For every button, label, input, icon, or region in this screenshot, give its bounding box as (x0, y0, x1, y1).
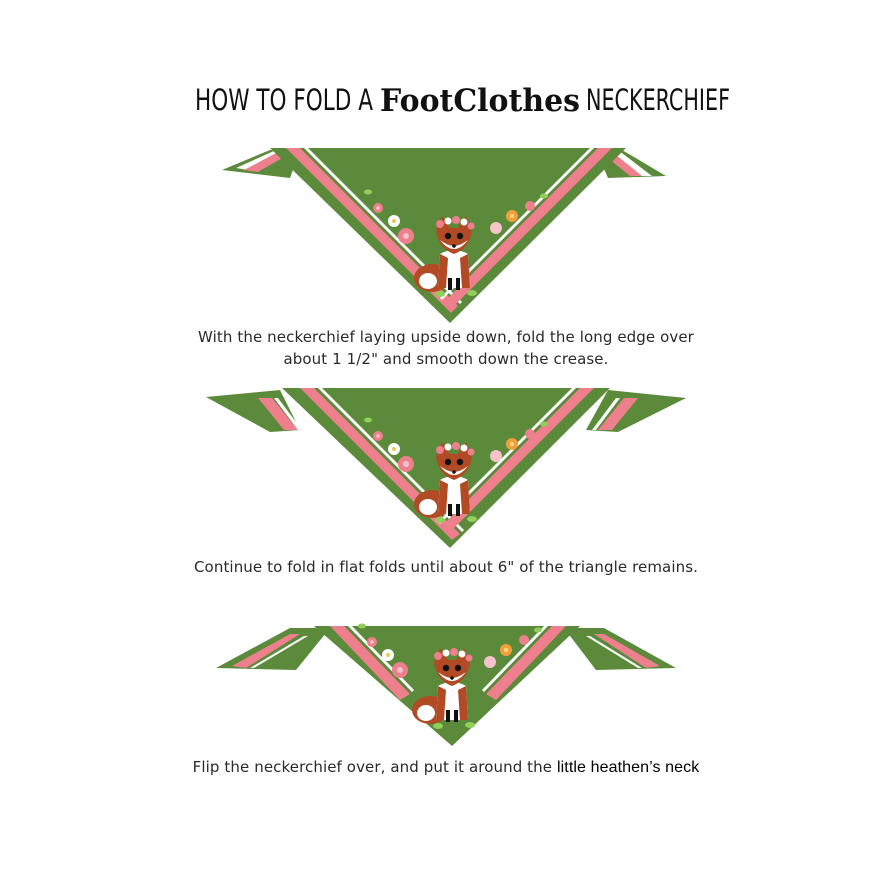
neckerchief-illustration-step-3 (0, 615, 892, 750)
title-tail: NECKERCHIEF (586, 83, 730, 117)
step-3-text: Flip the neckerchief over, and put it around the (192, 758, 557, 776)
neckerchief-illustration-step-1 (0, 140, 892, 330)
step-2-line-1: Continue to fold in flat folds until about 6" of the triangle remains. (193, 558, 698, 576)
step-1-line-2: about 1 1/2" and smooth down the crease. (283, 350, 609, 368)
step-1-instruction (0, 326, 892, 370)
step-3-line-1 (0, 756, 892, 779)
title-lead: HOW TO FOLD A (195, 83, 374, 117)
neckerchief-illustration-step-2 (0, 380, 892, 550)
step-3-instruction (0, 756, 892, 779)
step-1-line-1: With the neckerchief laying upside down, fold the long edge over (198, 328, 694, 346)
step-3-emphasis: little heathen’s neck (556, 759, 700, 776)
page-title (0, 70, 892, 130)
brand-logo: FootClothes (380, 83, 580, 119)
step-2-instruction (0, 556, 892, 578)
